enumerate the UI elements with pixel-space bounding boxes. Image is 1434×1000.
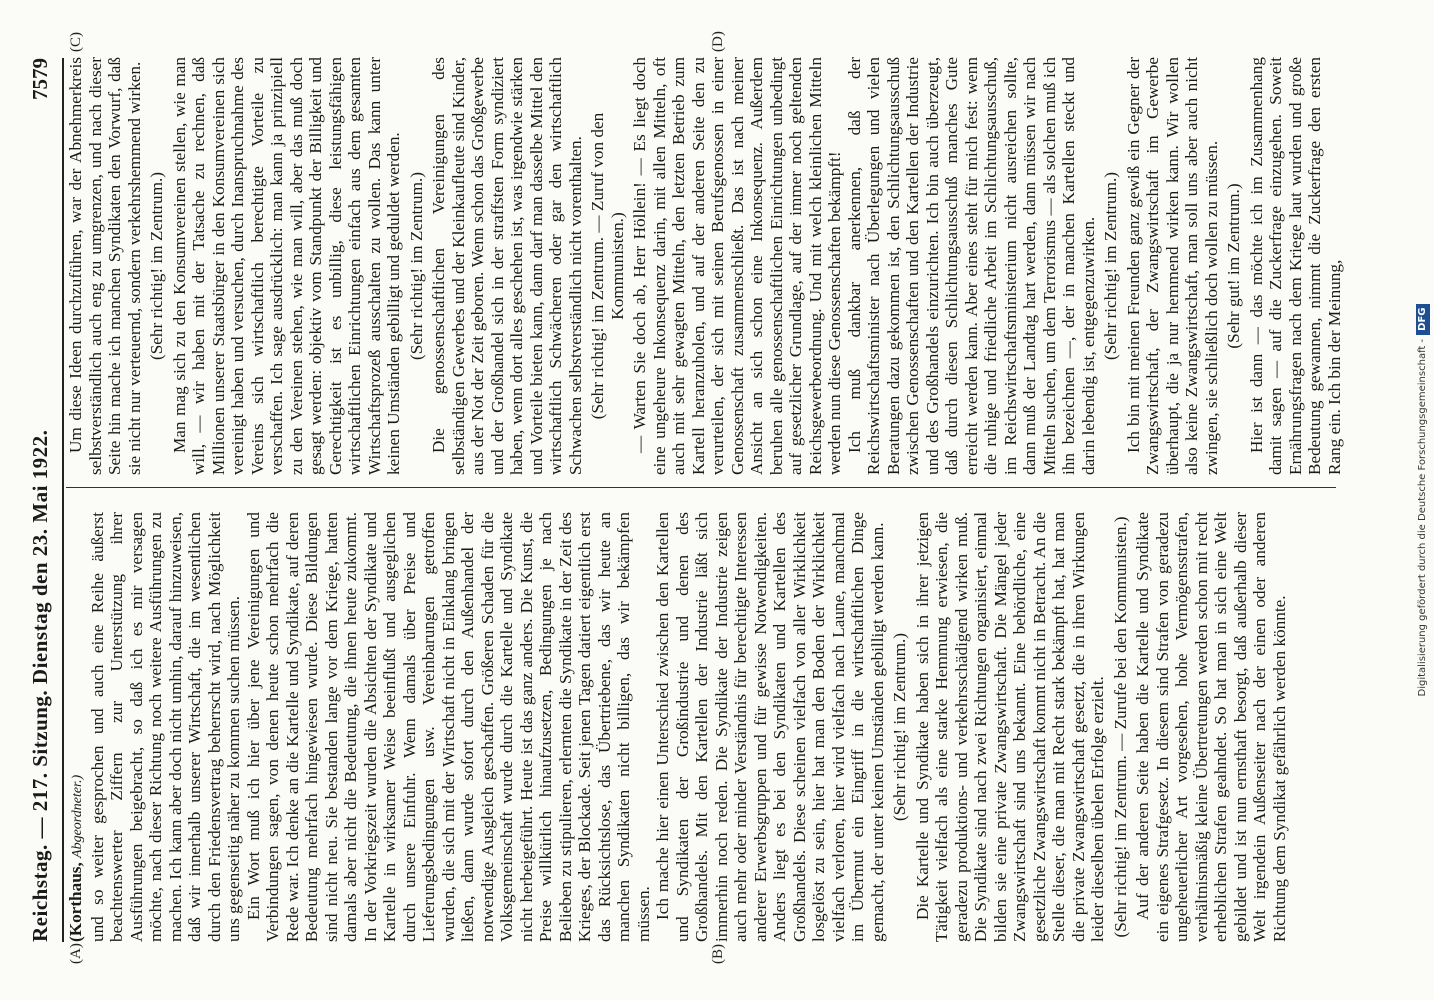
interjection: (Sehr richtig! im Zentrum.) (406, 171, 426, 361)
paragraph: und so weiter gesprochen und auch eine Reihe äußerst beachtenswerter Ziffern zur Unterstützung ihrer Ausführungen beigebracht, so daß ich es mir versagen möchte, nach dieser Richtung noch weitere Ausführungen zu machen. Ich kann aber doch nicht umhin, darauf hinzuweisen, daß wir innerhalb unserer Wirtschaft, die im wesentlichen durch den Friedensvertrag beherrscht wird, nach Möglichkeit uns gegenseitig näher zu kommen suchen müssen. (87, 512, 243, 942)
left-column (66, 512, 1336, 942)
paragraph: Die genossenschaftlichen Vereinigungen des selbständigen Gewerbes und der Kleinkaufleute sind Kinder, aus der Not der Zeit geboren. Wenn schon das Großgewerbe und der Großhandel sich in der straffsten Form syndiziert haben, wenn dort alles geschehen ist, was irgendwie stärken und Vorteile bieten kann, dann darf man dasselbe Mittel den wirtschaftlich Schwächeren oder gar den wirtschaftlich Schwachen selbstverständlich nicht vorenthalten. (429, 57, 585, 475)
interjection: (Sehr gut! im Zentrum.) (1224, 183, 1243, 349)
interjection: (Sehr richtig! im Zentrum. — Zurufe bei den Kommunisten.) (1110, 516, 1130, 938)
paragraph: — Warten Sie doch ab, Herr Höllein! — Es liegt doch eine ungeheure Inkonsequenz darin, mit allen Mitteln, oft auch mit sehr gewagten Mitteln, den letzten Betrieb zum Kartell heranzuholen, und auf der anderen Seite den zu verurteilen, der sich mit seinen Berufsgenossen in einer Genossenschaft zusammenschließt. Das ist nach meiner Ansicht an sich schon eine Inkonsequenz. Außerdem beruhen alle genossenschaftlichen Einrichtungen unbedingt auf gesetzlicher Grundlage, auf der immer noch geltenden Reichsgewerbeordnung. Und mit welch kleinlichen Mitteln werden nun diese Genossenschaften bekämpft! (630, 57, 844, 475)
dfg-logo: DFG (1416, 304, 1430, 335)
speaker-name: (Korthaus, (66, 862, 85, 942)
paragraph: Ich bin mit meinen Freunden ganz gewiß ein Gegner der Zwangswirtschaft, der Zwangswirtschaft im Gewerbe überhaupt, die ja nur hemmend wirken kann. Wir wollen also keine Zwangswirtschaft, man soll uns aber auch nicht zwingen, sie schließlich doch wollen zu müssen. (1123, 57, 1221, 475)
page-header (20, 58, 64, 942)
margin-marker-d: (D) (710, 31, 726, 52)
paragraph: Ich mache hier einen Unterschied zwischen den Kartellen und Syndikaten der Großindustrie und denen des Großhandels. Mit den Kartellen der Industrie läßt sich immerhin noch reden. Die Syndikate der Industrie zeigen auch mehr oder minder Verständnis für berechtigte Interessen anderer Erwerbsgruppen und für gewisse Notwendigkeiten. Anders liegt es bei den Syndikaten und Kartellen des Großhandels. Diese scheinen vielfach von aller Wirklichkeit losgelöst zu sein, hier hat man den Boden der Wirklichkeit vielfach verloren, hier wird vielfach nach Laune, manchmal im Übermut ein Eingriff in die wirtschaftlichen Dinge gemacht, der unter keinen Umständen gebilligt werden kann. (653, 512, 887, 942)
interjection: (Sehr richtig! im Zentrum.) (890, 632, 909, 822)
paragraph: Um diese Ideen durchzuführen, war der Abnehmerkreis selbstverständlich auch eng zu umgrenzen, und nach dieser Seite hin mache ich manchen Syndikaten den Vorwurf, daß sie nicht nur verteuernd, sondern verkehrshemmend wirken. (66, 57, 144, 475)
paragraph: Auf der anderen Seite haben die Kartelle und Syndikate ein eigenes Strafgesetz. In diesem sind Strafen von geradezu ungeheuerlicher Art vorgesehen, hohe Vermögensstrafen, verhältnismäßig kleine Übertretungen werden schon mit recht erheblichen Strafen geahndet. So hat man in sich eine Welt gebildet und ist nun ernsthaft besorgt, daß außerhalb dieser Welt irgendein Außenseiter nach der einen oder anderen Richtung dem Syndikat gefährlich werden könnte. (1133, 512, 1289, 942)
page-number: 7579 (28, 58, 52, 100)
paragraph: Hier ist dann — das möchte ich im Zusammenhang damit sagen — auf die Zuckerfrage einzugehen. Soweit Ernährungsfragen nach dem Kriege laut wurden und große Bedeutung gewannen, nimmt die Zuckerfrage den ersten Rang ein. Ich bin der Meinung, (1246, 57, 1344, 475)
interjection: (Sehr richtig! im Zentrum.) (1101, 171, 1120, 361)
margin-marker-b: (B) (710, 944, 726, 964)
margin-marker-c: (C) (68, 32, 84, 52)
interjection: (Sehr richtig! im Zentrum. — Zuruf von den Kommunisten.) (588, 112, 627, 420)
paragraph: Die Kartelle und Syndikate haben sich in ihrer jetzigen Tätigkeit vielfach als eine starke Hemmung erwiesen, die geradezu produktions- und verkehrsschädigend wirken muß. Die Syndikate sind nach zwei Richtungen organisiert, einmal bilden sie eine private Zwangswirtschaft. Die Mängel jeder Zwangswirtschaft sind uns bekannt. Eine behördliche, eine gesetzliche Zwangswirtschaft kommt nicht in Betracht. An die Stelle dieser, die man mit Recht stark bekämpft hat, hat man die private Zwangswirtschaft gesetzt, die in ihren Wirkungen leider dieselben übelen Erfolge erzielt. (912, 512, 1107, 942)
paragraph: Ich muß dankbar anerkennen, daß der Reichswirtschaftsminister nach Überlegungen und vielen Beratungen dazu gekommen ist, den Schlichtungsausschuß zwischen Genossenschaften und den Kartellen der Industrie und des Großhandels einzurichten. Ich bin auch überzeugt, daß durch diesen Schlichtungsausschuß manches Gute erreicht werden kann. Aber eines steht für mich fest: wenn die ruhige und friedliche Arbeit im Schlichtungsausschuß, im Reichswirtschaftsministerium nicht ausreichen sollte, dann muß der Landtag hart werden, dann müssen wir nach Mitteln suchen, um dem Terrorismus — als solchen muß ich ihn bezeichnen —, der in manchen Kartellen steckt und darin lebendig ist, entgegenzuwirken. (844, 57, 1098, 475)
digitization-footer (1412, 0, 1434, 1000)
paragraph: Man mag sich zu den Konsumvereinen stellen, wie man will, — wir haben mit der Tatsache zu rechnen, daß Millionen unserer Staatsbürger in den Konsumvereinen sich vereinigt haben und versuchen, durch Inanspruchnahme des Vereins sich wirtschaftlich berechtigte Vorteile zu verschaffen. Ich sage ausdrücklich: man kann ja prinzipiell zu den Vereinen stehen, wie man will, aber das muß doch gesagt werden: objektiv vom Standpunkt der Billigkeit und Gerechtigkeit ist es unbillig, diese leistungsfähigen wirtschaftlichen Einrichtungen einfach aus dem gesamten Wirtschaftsprozeß ausschalten zu wollen. Das kann unter keinen Umständen gebilligt und geduldet werden. (169, 57, 403, 475)
header-title: Reichstag. — 217. Sitzung. Dienstag den 23. Mai 1922. (28, 429, 52, 942)
footer-text: Digitalisierung gefördert durch die Deutsche Forschungsgemeinschaft - (1417, 338, 1428, 697)
speaker-line (66, 512, 88, 942)
right-column (66, 57, 1344, 488)
interjection: (Sehr richtig! im Zentrum.) (147, 171, 166, 361)
speaker-role: Abgeordneter.) (70, 774, 85, 858)
paragraph: Ein Wort muß ich hier über jene Vereinigungen und Verbindungen sagen, von denen heute schon mehrfach die Rede war. Ich denke an die Kartelle und Syndikate, auf deren Bedeutung mehrfach hingewiesen wurde. Diese Bildungen sind nicht neu. Sie bestanden lange vor dem Kriege, hatten damals aber nicht die Bedeutung, die ihnen heute zukommt. In der Vorkriegszeit wurden die Absichten der Syndikate und Kartelle in wirksamer Weise beeinflußt und ausgeglichen durch unsere Einfuhr. Wenn damals über Preise und Lieferungsbedingungen usw. Vereinbarungen getroffen wurden, die sich mit der Wirtschaft nicht in Einklang bringen ließen, dann wurde sofort durch den Außenhandel der notwendige Ausgleich geschaffen. Größeren Schaden für die Volksgemeinschaft wurde durch die Kartelle und Syndikate nicht herbeigeführt. Heute ist das ganz anders. Die Kunst, die Preise willkürlich hinaufzusetzen, Bedingungen je nach Belieben zu stipulieren, erlernten die Syndikate in der Zeit des Krieges, der Blockade. Seit jenen Tagen datiert eigentlich erst das Rücksichtslose, das Übertriebene, das wir heute an manchen Syndikaten nicht billigen, das wir bekämpfen müssen. (243, 512, 653, 942)
margin-marker-a: (A) (68, 943, 84, 964)
